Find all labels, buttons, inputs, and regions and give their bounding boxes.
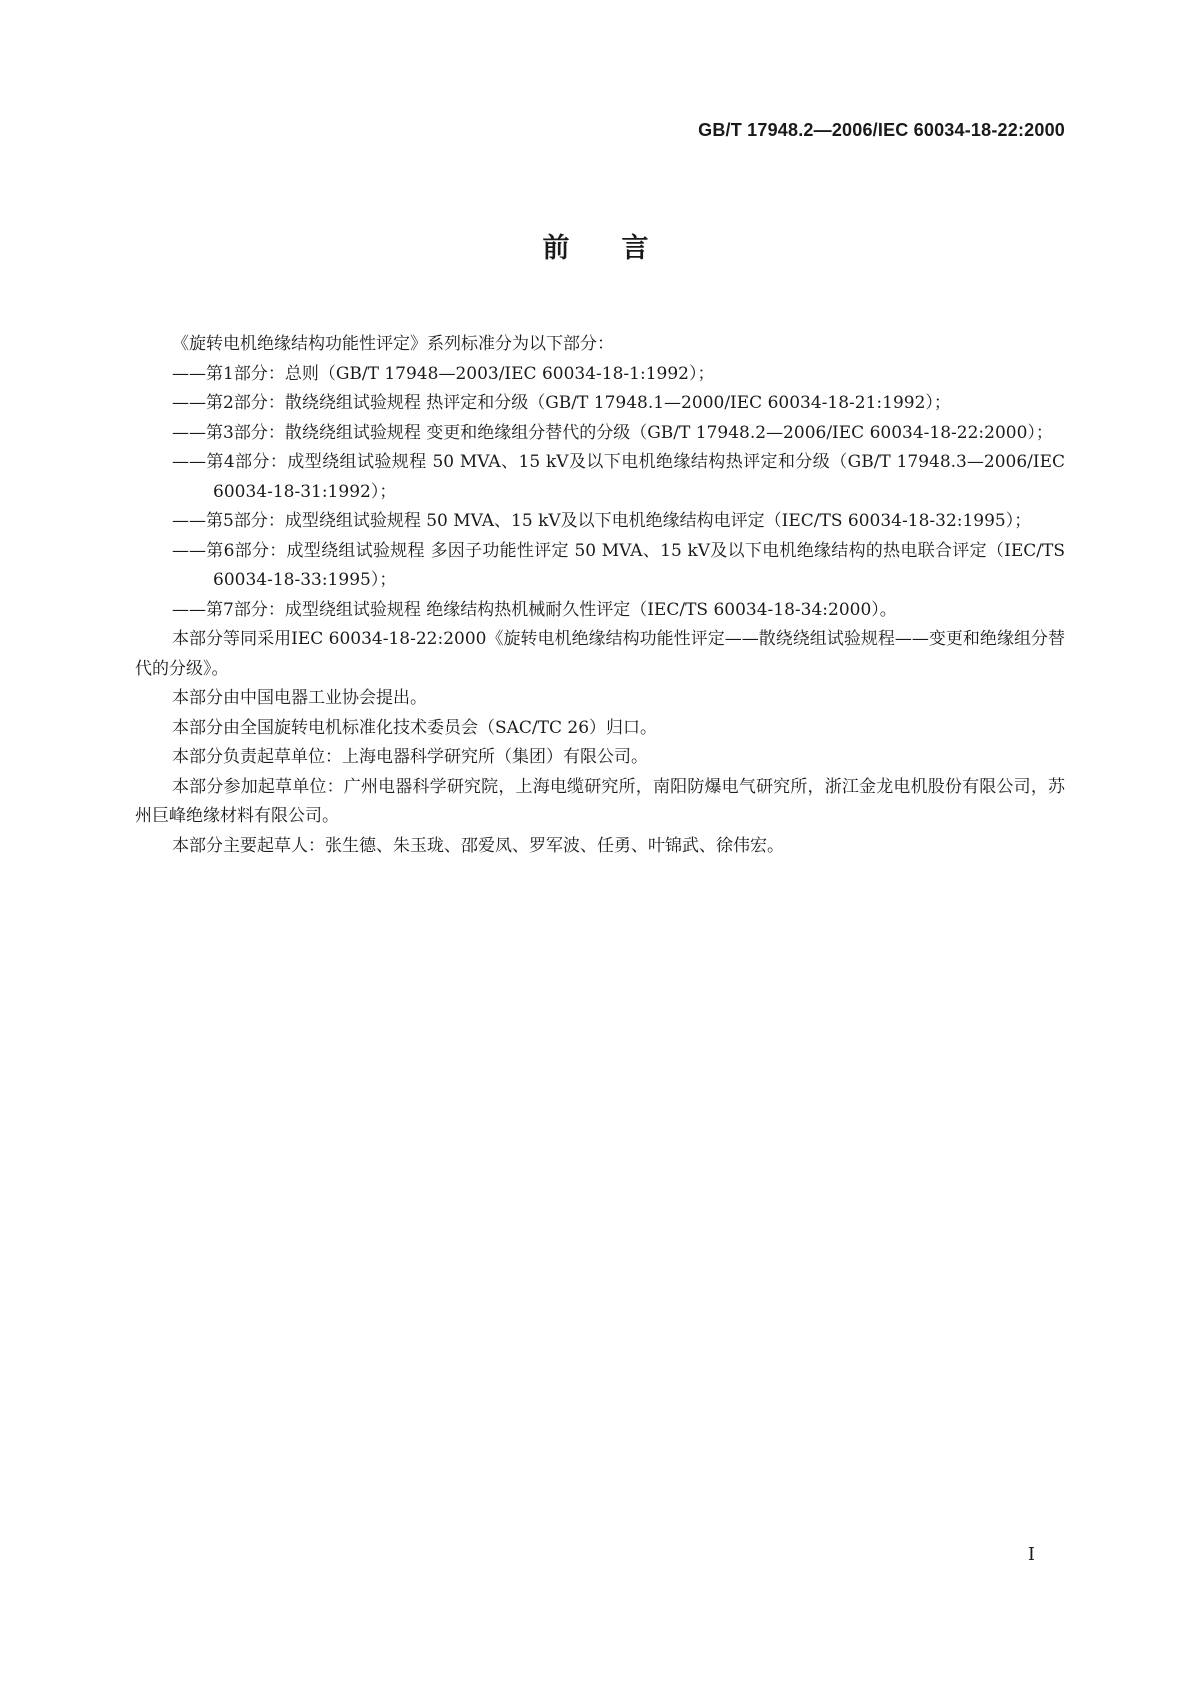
standard-number-header: GB/T 17948.2—2006/IEC 60034-18-22:2000	[698, 120, 1065, 140]
list-item: ——第2部分：散绕绕组试验规程 热评定和分级（GB/T 17948.1—2000/IEC 60034-18-21:1992）；	[172, 393, 951, 413]
intro-paragraph: 《旋转电机绝缘结构功能性评定》系列标准分为以下部分：	[172, 334, 614, 354]
page-title: 前言	[542, 233, 701, 264]
list-item: ——第7部分：成型绕组试验规程 绝缘结构热机械耐久性评定（IEC/TS 60034-18-34:2000）。	[172, 599, 897, 620]
committee-paragraph: 本部分由全国旋转电机标准化技术委员会（SAC/TC 26）归口。	[172, 717, 658, 738]
drafting-unit-paragraph: 本部分负责起草单位：上海电器科学研究所（集团）有限公司。	[172, 747, 648, 767]
list-item: ——第4部分：成型绕组试验规程 50 MVA、15 kV及以下电机绝缘结构热评定和分级（GB/T 17948.3—2006/IEC 60034-18-31:1992）；	[172, 452, 1065, 502]
list-item: ——第1部分：总则（GB/T 17948—2003/IEC 60034-18-1:1992）；	[172, 363, 715, 384]
list-item: ——第6部分：成型绕组试验规程 多因子功能性评定 50 MVA、15 kV及以下电机绝缘结构的热电联合评定（IEC/TS 60034-18-33:1995）；	[172, 540, 1065, 590]
list-item: ——第5部分：成型绕组试验规程 50 MVA、15 kV及以下电机绝缘结构电评定（IEC/TS 60034-18-32:1995）；	[172, 511, 1032, 531]
proposer-paragraph: 本部分由中国电器工业协会提出。	[172, 688, 427, 708]
page-number: I	[1027, 1544, 1035, 1565]
parts-list	[135, 360, 1065, 626]
drafters-paragraph: 本部分主要起草人：张生德、朱玉珑、邵爱凤、罗军波、任勇、叶锦武、徐伟宏。	[172, 835, 784, 856]
list-item: ——第3部分：散绕绕组试验规程 变更和绝缘组分替代的分级（GB/T 17948.2—2006/IEC 60034-18-22:2000）；	[172, 422, 1053, 443]
adoption-paragraph: 本部分等同采用IEC 60034-18-22:2000《旋转电机绝缘结构功能性评定——散绕绕组试验规程——变更和绝缘组分替代的分级》。	[135, 629, 1065, 679]
participating-units-paragraph: 本部分参加起草单位：广州电器科学研究院，上海电缆研究所，南阳防爆电气研究所，浙江金龙电机股份有限公司，苏州巨峰绝缘材料有限公司。	[135, 776, 1065, 826]
foreword-body	[135, 330, 1065, 861]
